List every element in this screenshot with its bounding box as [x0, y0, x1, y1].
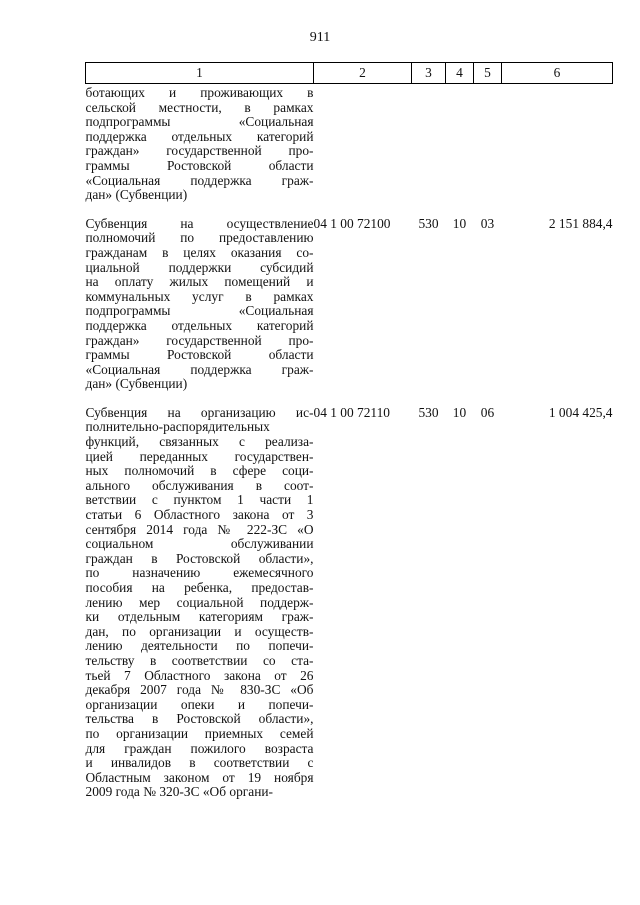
- description-line: тельства в Ростовской области»,: [85, 711, 314, 727]
- description-line: граммы Ростовской области: [85, 157, 314, 173]
- description-line: цией переданных государствен-: [85, 448, 314, 464]
- header-col-6: 6: [502, 63, 613, 84]
- description-line: полнительно-распорядительных: [85, 419, 270, 435]
- description-line: тьей 7 Областного закона от 26: [85, 667, 314, 683]
- row-target-code: 04 1 00 72110: [313, 404, 390, 420]
- description-line: дан, по организации и осуществ-: [85, 623, 314, 639]
- description-line: ального обслуживания в соот-: [85, 477, 314, 493]
- description-line: и инвалидов в соответствии с: [85, 755, 314, 771]
- row-section: 10: [452, 404, 467, 420]
- row-expense-type: [412, 84, 446, 217]
- table-row: [86, 217, 613, 406]
- row-subsection: 03: [480, 215, 495, 231]
- description-line: ботающих и проживающих в: [85, 85, 314, 100]
- row-target-code: 04 1 00 72100: [313, 215, 391, 231]
- description-line: ки отдельным категориям граж-: [85, 609, 314, 625]
- table-row: [86, 84, 613, 217]
- description-line: Субвенция на осуществление: [85, 215, 314, 231]
- row-section: [446, 84, 474, 217]
- table-row: [86, 406, 613, 800]
- description-line: дан» (Субвенции): [85, 376, 188, 392]
- description-line: декабря 2007 года № 830-ЗС «Об: [85, 682, 314, 698]
- row-description: [86, 84, 314, 217]
- description-line: для граждан пожилого возраста: [85, 740, 314, 756]
- description-line: циальной поддержки субсидий: [85, 259, 314, 275]
- header-col-5: 5: [474, 63, 502, 84]
- description-line: статьи 6 Областного закона от 3: [85, 507, 314, 523]
- header-col-3: 3: [412, 63, 446, 84]
- row-expense-type: 530: [418, 404, 439, 420]
- description-line: сельской местности, в рамках: [85, 99, 314, 115]
- description-line: сентября 2014 года № 222-ЗС «О: [85, 521, 314, 537]
- row-amount: 2 151 884,4: [548, 215, 613, 231]
- description-line: полномочий по предоставлению: [85, 230, 314, 246]
- description-line: гражданам в целях оказания со-: [85, 244, 314, 260]
- description-line: дан» (Субвенции): [85, 187, 188, 203]
- description-line: лению деятельности по попечи-: [85, 638, 314, 654]
- description-line: ных полномочий в сфере соци-: [85, 463, 314, 479]
- description-line: граждан» государственной про-: [85, 332, 314, 348]
- description-line: по организации приемных семей: [85, 725, 314, 741]
- description-line: граждан в Ростовской области»,: [85, 550, 314, 566]
- row-description: [86, 217, 314, 406]
- description-line: по назначению ежемесячного: [85, 565, 314, 581]
- row-section: 10: [452, 215, 467, 231]
- description-line: коммунальных услуг в рамках: [85, 288, 314, 304]
- description-line: лению мер социальной поддерж-: [85, 594, 314, 610]
- row-amount: 1 004 425,4: [548, 404, 613, 420]
- row-target-code: [314, 84, 412, 217]
- description-line: ветствии с пунктом 1 части 1: [85, 492, 314, 508]
- row-subsection: 06: [480, 404, 495, 420]
- header-col-2: 2: [314, 63, 412, 84]
- description-line: Областным законом от 19 ноября: [85, 769, 314, 785]
- description-line: подпрограммы «Социальная: [85, 114, 314, 130]
- description-line: функций, связанных с реализа-: [85, 434, 314, 450]
- description-line: поддержка отдельных категорий: [85, 128, 314, 144]
- row-subsection: [474, 84, 502, 217]
- row-expense-type: 530: [418, 215, 439, 231]
- description-line: организации опеки и попечи-: [85, 696, 314, 712]
- description-line: подпрограммы «Социальная: [85, 303, 314, 319]
- description-line: тельству в соответствии со ста-: [85, 652, 314, 668]
- page-number: 911: [309, 30, 331, 45]
- budget-table: [85, 62, 613, 800]
- description-line: граммы Ростовской области: [85, 347, 314, 363]
- description-line: социальном обслуживании: [85, 536, 314, 552]
- description-line: Субвенция на организацию ис-: [85, 404, 314, 420]
- row-amount: [502, 84, 613, 217]
- description-line: «Социальная поддержка граж-: [85, 172, 314, 188]
- description-line: пособия на ребенка, предостав-: [85, 580, 314, 595]
- header-col-4: 4: [446, 63, 474, 84]
- description-line: «Социальная поддержка граж-: [85, 361, 314, 377]
- description-line: граждан» государственной про-: [85, 143, 314, 159]
- description-line: 2009 года № 320-ЗС «Об органи-: [85, 784, 274, 800]
- description-line: поддержка отдельных категорий: [85, 317, 314, 333]
- table-header-row: [86, 63, 613, 84]
- description-line: на оплату жилых помещений и: [85, 274, 314, 290]
- header-col-1: 1: [86, 63, 314, 84]
- row-description: [86, 406, 314, 800]
